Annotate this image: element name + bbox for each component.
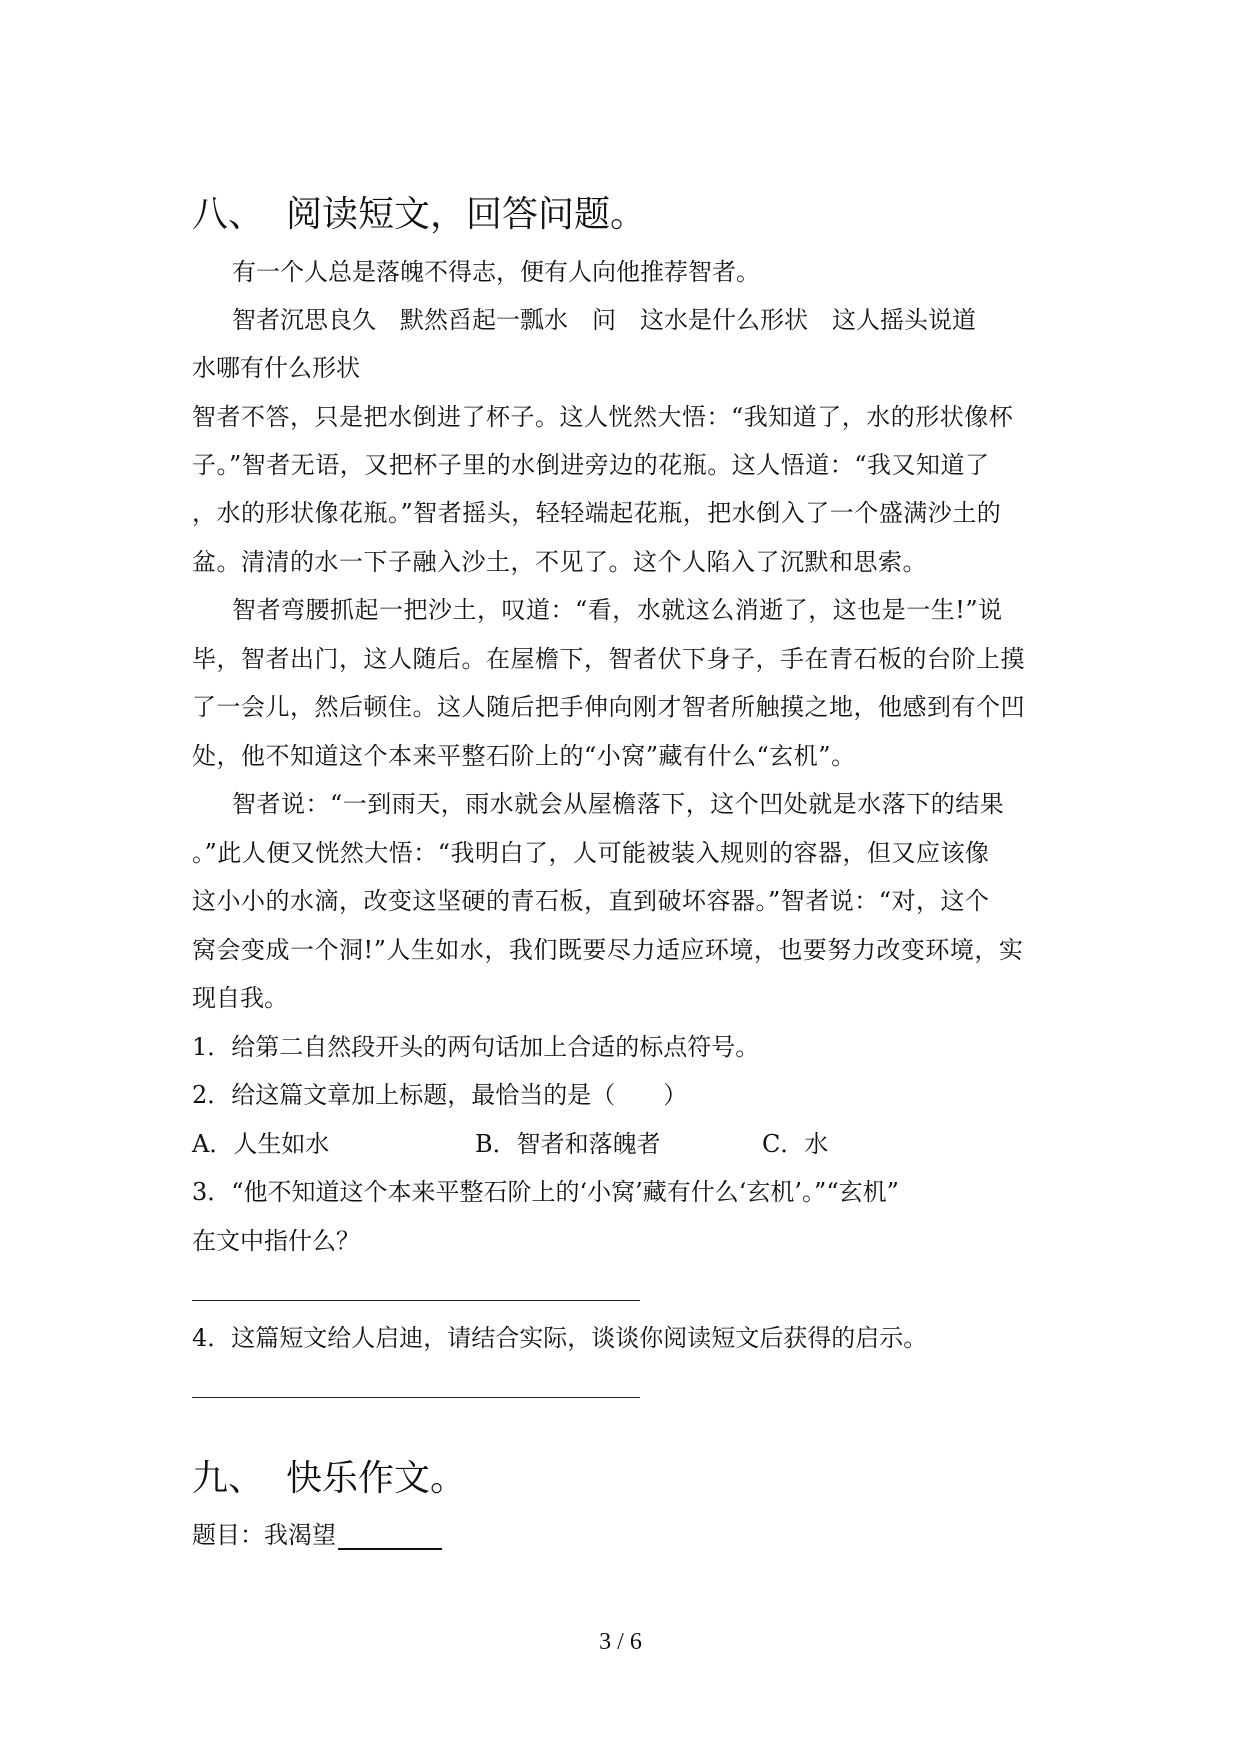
passage-line: 智者不答，只是把水倒进了杯子。这人恍然大悟：“我知道了，水的形状像杯	[192, 403, 1014, 431]
question-3-line-1: 3．“他不知道这个本来平整石阶上的‘小窝’藏有什么‘玄机’。”“玄机”	[192, 1178, 899, 1206]
page-number: 3 / 6	[599, 1629, 642, 1655]
essay-title-blank	[338, 1522, 442, 1550]
section-8-number: 八、	[192, 194, 265, 235]
option-b: B．智者和落魄者	[475, 1130, 661, 1158]
passage-line: 这小小的水滴，改变这坚硬的青石板，直到破坏容器。”智者说：“对，这个	[192, 887, 990, 915]
question-1: 1．给第二自然段开头的两句话加上合适的标点符号。	[192, 1033, 760, 1061]
question-4: 4．这篇短文给人启迪，请结合实际，谈谈你阅读短文后获得的启示。	[192, 1324, 928, 1352]
passage-line: 毕，智者出门，这人随后。在屋檐下，智者伏下身子，手在青石板的台阶上摸	[192, 645, 1025, 673]
passage-line: 盆。清清的水一下子融入沙土，不见了。这个人陷入了沉默和思索。	[192, 548, 927, 576]
answer-line-3	[192, 1300, 640, 1301]
section-9-heading	[192, 1457, 466, 1501]
passage-line: 有一个人总是落魄不得志，便有人向他推荐智者。	[232, 258, 760, 286]
passage-line: 水哪有什么形状	[192, 354, 360, 382]
passage-line: 子。”智者无语，又把杯子里的水倒进旁边的花瓶。这人悟道：“我又知道了	[192, 451, 990, 479]
passage-line: 。”此人便又恍然大悟：“我明白了，人可能被装入规则的容器，但又应该像	[192, 839, 990, 867]
section-9-title: 快乐作文。	[286, 1458, 467, 1499]
section-8-title: 阅读短文，回答问题。	[286, 194, 647, 235]
passage-line: 智者弯腰抓起一把沙土，叹道：“看，水就这么消逝了，这也是一生!”说	[232, 596, 1003, 624]
section-9-number: 九、	[192, 1458, 265, 1499]
section-8-heading	[192, 193, 646, 237]
option-c: C．水	[762, 1130, 829, 1158]
passage-line: 了一会儿，然后顿住。这人随后把手伸向刚才智者所触摸之地，他感到有个凹	[192, 693, 1025, 721]
passage-line: 智者沉思良久 默然舀起一瓢水 问 这水是什么形状 这人摇头说道	[232, 306, 976, 334]
passage-line: 智者说：“一到雨天，雨水就会从屋檐落下，这个凹处就是水落下的结果	[232, 790, 1005, 818]
answer-line-4	[192, 1397, 640, 1398]
passage-line: 窝会变成一个洞!”人生如水，我们既要尽力适应环境，也要努力改变环境，实	[192, 936, 1024, 964]
essay-prompt	[192, 1520, 442, 1550]
option-a: A．人生如水	[192, 1130, 330, 1158]
passage-line: 现自我。	[192, 984, 288, 1012]
passage-line: 处，他不知道这个本来平整石阶上的“小窝”藏有什么“玄机”。	[192, 742, 856, 770]
essay-prompt-label: 题目：我渴望	[192, 1521, 336, 1549]
question-3-line-2: 在文中指什么？	[192, 1227, 360, 1255]
passage-line: ，水的形状像花瓶。”智者摇头，轻轻端起花瓶，把水倒入了一个盛满沙土的	[192, 499, 1002, 527]
question-2: 2．给这篇文章加上标题，最恰当的是（ ）	[192, 1081, 688, 1109]
